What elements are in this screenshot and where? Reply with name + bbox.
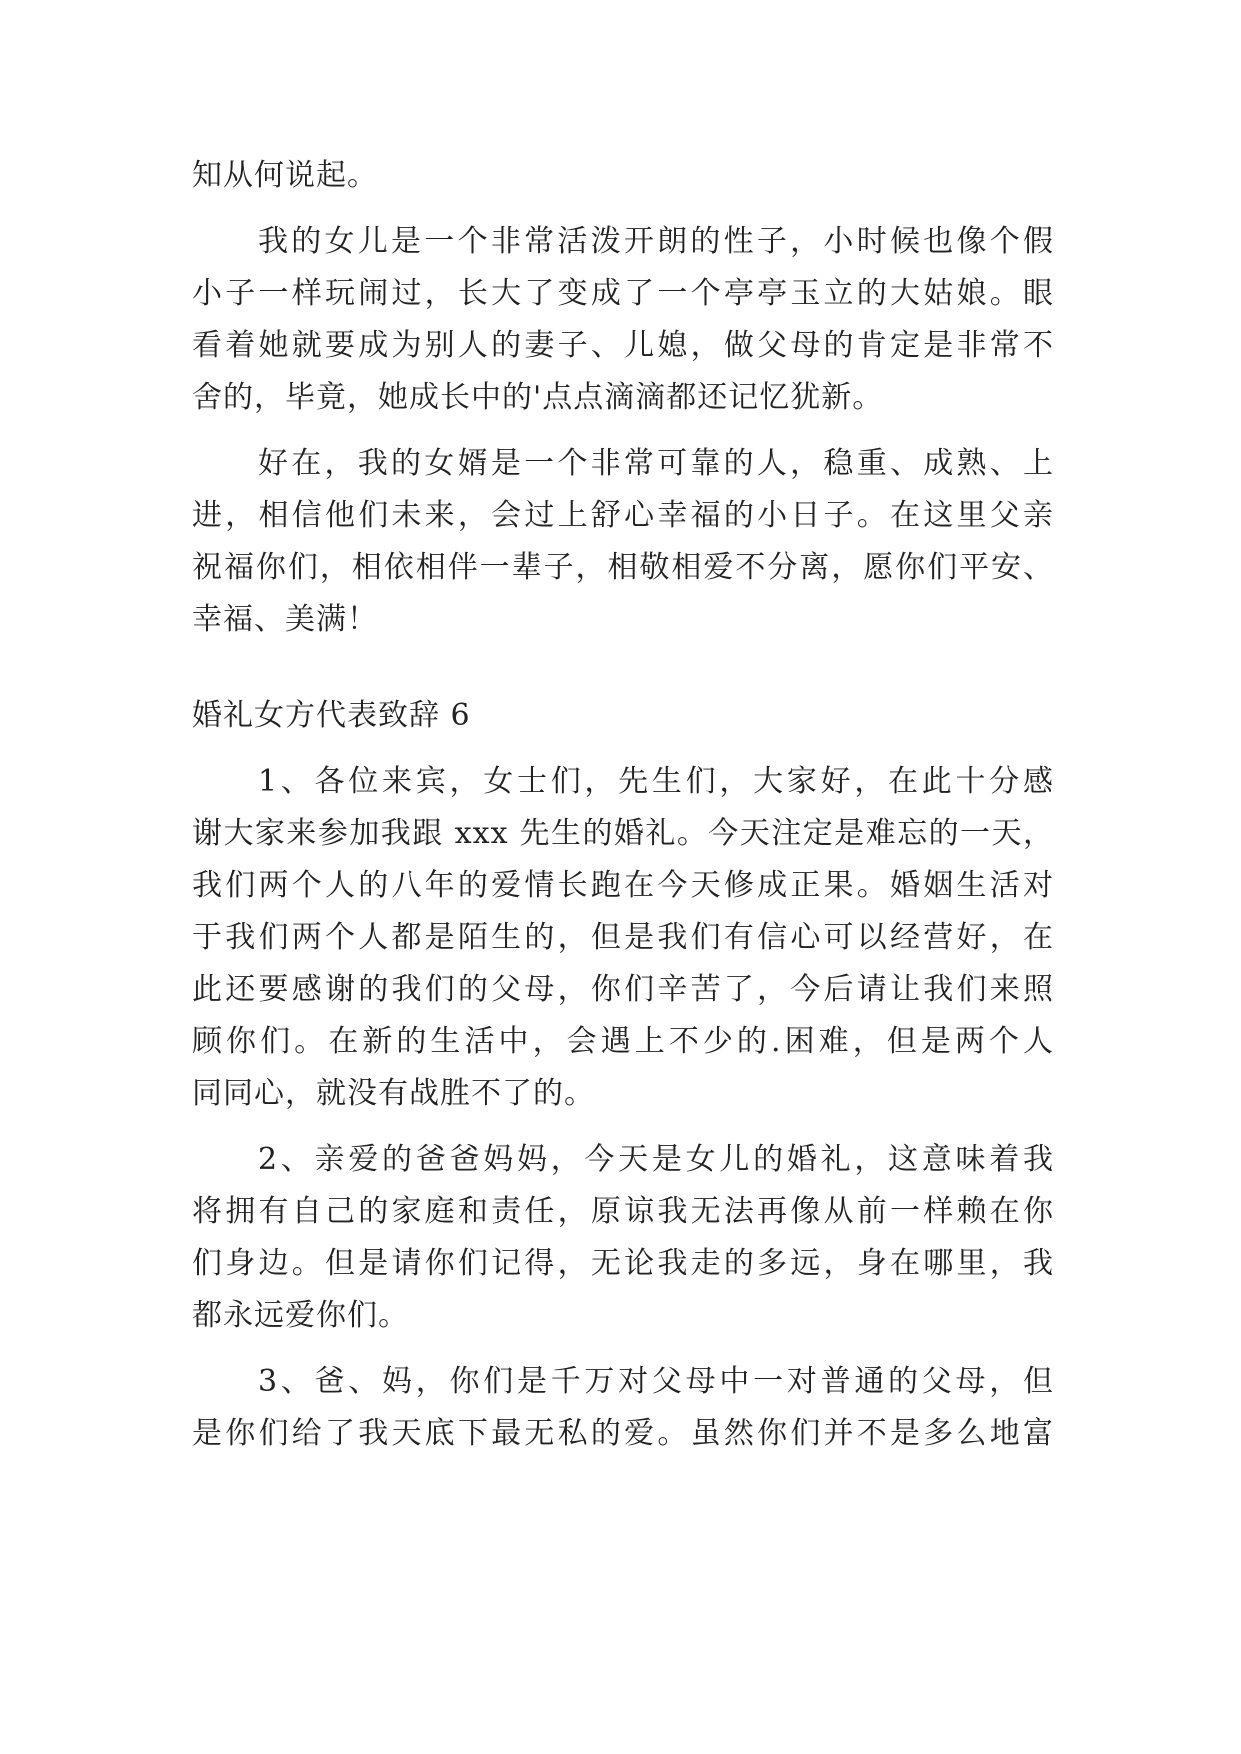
text-line: 知从何说起。 [192, 158, 378, 193]
document-page [192, 150, 1054, 1474]
text-line: 将拥有自己的家庭和责任，原谅我无法再像从前一样赖在你 [192, 1194, 1054, 1229]
text-line: 2、亲爱的爸爸妈妈，今天是女儿的婚礼，这意味着我 [258, 1142, 1054, 1177]
text-line: 于我们两个人都是陌生的，但是我们有信心可以经营好，在 [192, 920, 1054, 955]
paragraph-3 [192, 756, 1054, 1120]
text-line: 小子一样玩闹过，长大了变成了一个亭亭玉立的大姑娘。眼 [192, 276, 1054, 311]
text-line: 此还要感谢的我们的父母，你们辛苦了，今后请让我们来照 [192, 972, 1054, 1007]
text-line: 祝福你们，相依相伴一辈子，相敬相爱不分离，愿你们平安、 [192, 550, 1054, 585]
text-line: 我们两个人的八年的爱情长跑在今天修成正果。婚姻生活对 [192, 868, 1054, 903]
text-line: 谢大家来参加我跟 xxx 先生的婚礼。今天注定是难忘的一天， [192, 816, 1054, 851]
text-line: 我的女儿是一个非常活泼开朗的性子，小时候也像个假 [258, 224, 1054, 259]
text-line: 幸福、美满！ [192, 602, 378, 637]
paragraph-5 [192, 1356, 1054, 1460]
text-line: 看着她就要成为别人的妻子、儿媳，做父母的肯定是非常不 [192, 328, 1054, 363]
text-line: 同同心，就没有战胜不了的。 [192, 1076, 595, 1111]
text-line: 都永远爱你们。 [192, 1298, 409, 1333]
paragraph-2 [192, 438, 1054, 646]
text-line: 好在，我的女婿是一个非常可靠的人，稳重、成熟、上 [258, 446, 1054, 481]
text-line: 舍的，毕竟，她成长中的'点点滴滴都还记忆犹新。 [192, 380, 884, 415]
text-line: 是你们给了我天底下最无私的爱。虽然你们并不是多么地富 [192, 1416, 1054, 1451]
text-line: 们身边。但是请你们记得，无论我走的多远，身在哪里，我 [192, 1246, 1054, 1281]
text-line: 3、爸、妈，你们是千万对父母中一对普通的父母，但 [258, 1364, 1054, 1399]
text-line: 进，相信他们未来，会过上舒心幸福的小日子。在这里父亲 [192, 498, 1054, 533]
paragraph-0 [192, 150, 1054, 202]
text-line: 顾你们。在新的生活中，会遇上不少的.困难，但是两个人 [192, 1024, 1054, 1059]
paragraph-1 [192, 216, 1054, 424]
text-line: 1、各位来宾，女士们，先生们，大家好，在此十分感 [258, 764, 1054, 799]
section-heading: 婚礼女方代表致辞 6 [192, 698, 471, 733]
paragraph-4 [192, 1134, 1054, 1342]
